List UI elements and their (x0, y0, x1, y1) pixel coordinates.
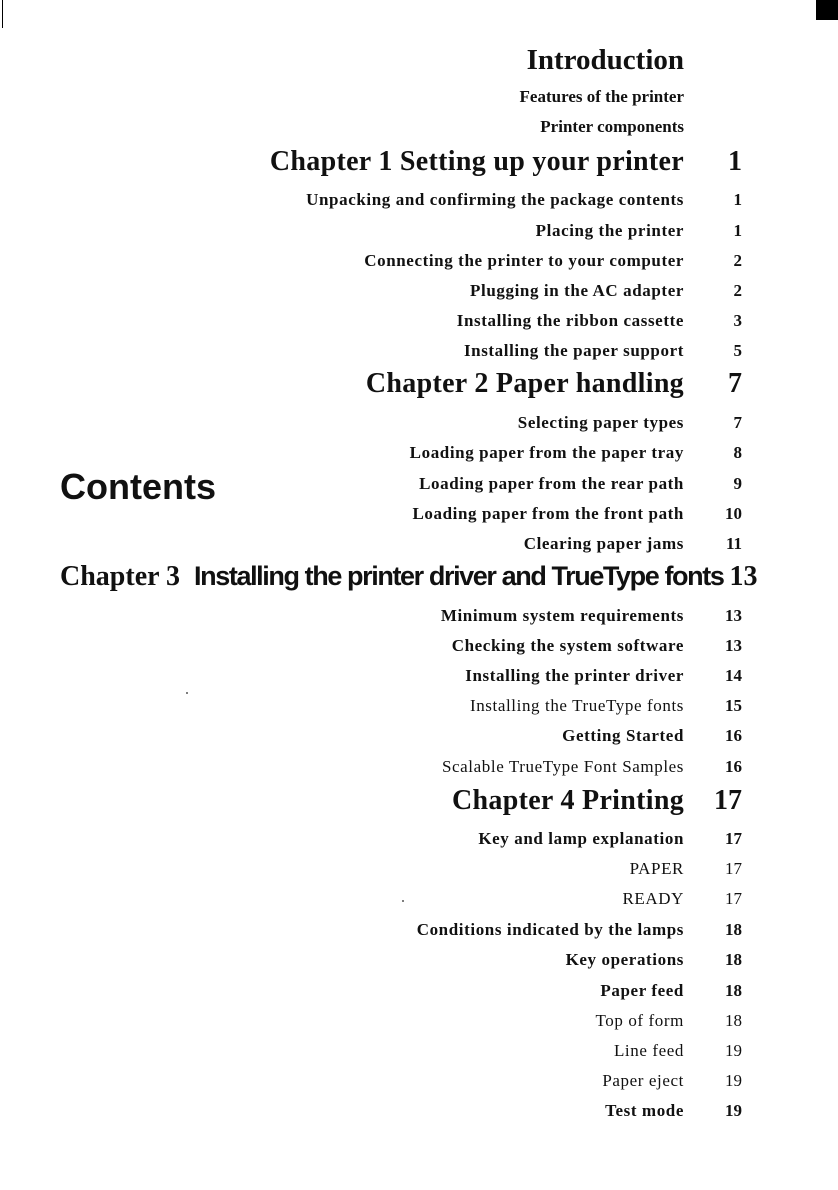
toc-page-number: 10 (725, 504, 742, 523)
scan-edge-mark (2, 0, 3, 28)
chapter-4-heading[interactable]: Chapter 4 Printing (452, 785, 684, 816)
toc-entry[interactable]: Loading paper from the front path (412, 504, 684, 523)
toc-entry[interactable]: Line feed (613, 1041, 684, 1060)
toc-entry[interactable]: PAPER (629, 859, 684, 878)
toc-entry[interactable]: Plugging in the AC adapter (470, 281, 684, 300)
scan-speck (402, 900, 404, 902)
chapter-3-title: Installing the printer driver and TrueType fonts (194, 561, 724, 591)
chapter-3-heading[interactable] (60, 561, 757, 593)
toc-entry[interactable]: Selecting paper types (517, 413, 684, 432)
toc-page-number: 18 (725, 950, 742, 969)
toc-entry-components[interactable]: Printer components (540, 117, 684, 136)
toc-entry[interactable]: Placing the printer (535, 221, 684, 240)
toc-entry-features[interactable]: Features of the printer (519, 87, 684, 106)
toc-page-number: 11 (725, 534, 742, 553)
toc-entry[interactable]: Unpacking and confirming the package contents (306, 190, 684, 209)
toc-entry[interactable]: Paper eject (602, 1071, 684, 1090)
toc-entry[interactable]: Top of form (595, 1011, 684, 1030)
toc-page-number: 13 (725, 606, 742, 625)
toc-page-number: 18 (725, 920, 742, 939)
scan-corner-mark (816, 0, 838, 20)
toc-page-number: 19 (725, 1041, 742, 1060)
toc-entry[interactable]: Conditions indicated by the lamps (416, 920, 684, 939)
toc-entry[interactable]: READY (622, 889, 684, 908)
toc-entry[interactable]: Clearing paper jams (523, 534, 684, 553)
toc-page-number: 17 (725, 889, 742, 908)
toc-page-number: 17 (725, 859, 742, 878)
page-title: Contents (60, 466, 216, 507)
toc-page-number: 16 (725, 726, 742, 745)
toc-page-number: 17 (725, 829, 742, 848)
toc-entry[interactable]: Checking the system software (451, 636, 684, 655)
toc-page-number: 3 (733, 311, 742, 330)
toc-entry[interactable]: Test mode (605, 1101, 684, 1120)
toc-page-number: 18 (725, 1011, 742, 1030)
chapter-1-page: 1 (728, 146, 742, 177)
toc-page-number: 19 (725, 1101, 742, 1120)
toc-page-number: 8 (733, 443, 742, 462)
toc-page-number: 16 (725, 757, 742, 776)
chapter-1-heading[interactable]: Chapter 1 Setting up your printer (269, 146, 684, 177)
scan-speck (186, 692, 188, 694)
toc-entry[interactable]: Key operations (565, 950, 684, 969)
toc-page-number: 13 (725, 636, 742, 655)
introduction-heading: Introduction (526, 44, 684, 76)
chapter-3-number: Chapter 3 (60, 561, 181, 592)
toc-entry[interactable]: Paper feed (600, 981, 684, 1000)
chapter-3-page: 13 (729, 561, 758, 592)
toc-page-number: 1 (733, 221, 742, 240)
toc-page-number: 5 (733, 341, 742, 360)
chapter-2-page: 7 (728, 368, 742, 399)
toc-page-number: 2 (733, 251, 742, 270)
toc-entry[interactable]: Installing the printer driver (465, 666, 684, 685)
toc-entry[interactable]: Key and lamp explanation (478, 829, 684, 848)
toc-page-number: 9 (733, 474, 742, 493)
toc-entry[interactable]: Loading paper from the rear path (419, 474, 684, 493)
toc-page-number: 2 (733, 281, 742, 300)
toc-page-number: 14 (725, 666, 742, 685)
toc-entry[interactable]: Getting Started (562, 726, 684, 745)
toc-entry[interactable]: Installing the paper support (463, 341, 684, 360)
toc-entry[interactable]: Scalable TrueType Font Samples (441, 757, 684, 776)
toc-entry[interactable]: Loading paper from the paper tray (409, 443, 684, 462)
toc-entry[interactable]: Connecting the printer to your computer (364, 251, 684, 270)
toc-entry[interactable]: Installing the ribbon cassette (456, 311, 684, 330)
toc-page-number: 1 (733, 190, 742, 209)
toc-page-number: 15 (725, 696, 742, 715)
toc-entry[interactable]: Minimum system requirements (440, 606, 684, 625)
toc-page-number: 18 (725, 981, 742, 1000)
toc-page-number: 7 (733, 413, 742, 432)
chapter-2-heading[interactable]: Chapter 2 Paper handling (365, 368, 684, 399)
toc-page-number: 19 (725, 1071, 742, 1090)
chapter-4-page: 17 (714, 785, 742, 816)
toc-entry[interactable]: Installing the TrueType fonts (469, 696, 684, 715)
